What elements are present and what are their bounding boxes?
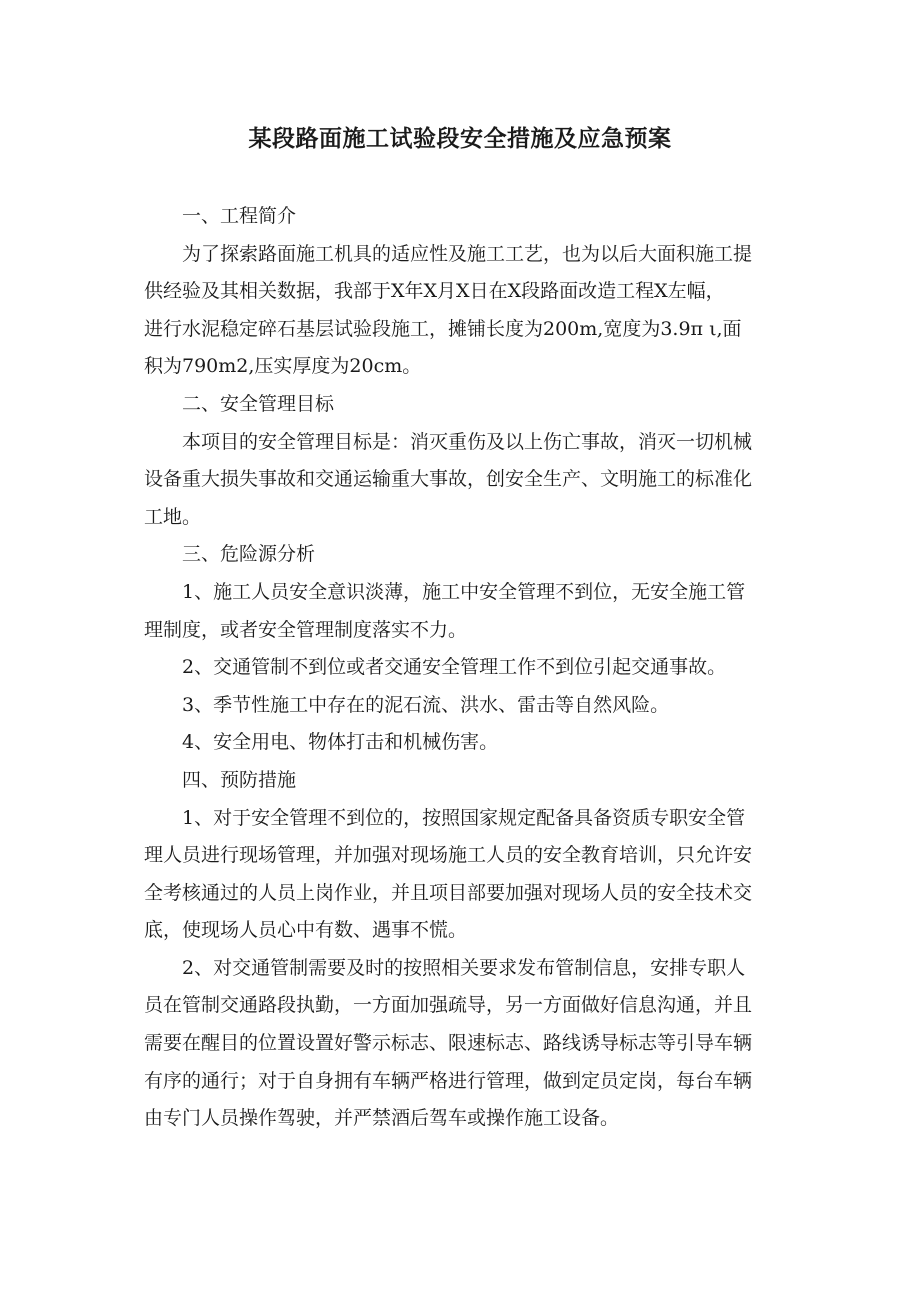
text-line: 1、施工人员安全意识淡薄，施工中安全管理不到位，无安全施工管 xyxy=(182,580,746,603)
text-line: 需要在醒目的位置设置好警示标志、限速标志、路线诱导标志等引导车辆 xyxy=(144,1032,753,1055)
text-line: 员在管制交通路段执勤，一方面加强疏导，另一方面做好信息沟通，并且 xyxy=(144,994,753,1017)
text-line: 本项目的安全管理目标是：消灭重伤及以上伤亡事故，消灭一切机械 xyxy=(182,430,753,453)
text-line: 设备重大损失事故和交通运输重大事故，创安全生产、文明施工的标准化 xyxy=(144,468,753,491)
text-line: 积为790m2,压实厚度为20cm。 xyxy=(144,355,422,378)
text-line: 3、季节性施工中存在的泥石流、洪水、雷击等自然风险。 xyxy=(182,693,670,716)
text-line: 理制度，或者安全管理制度落实不力。 xyxy=(144,618,468,641)
text-line: 有序的通行；对于自身拥有车辆严格进行管理，做到定员定岗，每台车辆 xyxy=(144,1069,753,1092)
text-line: 4、安全用电、物体打击和机械伤害。 xyxy=(182,731,499,754)
text-line: 理人员进行现场管理，并加强对现场施工人员的安全教育培训，只允许安 xyxy=(144,844,753,867)
text-line: 2、对交通管制需要及时的按照相关要求发布管制信息，安排专职人 xyxy=(182,956,746,979)
text-line: 为了探索路面施工机具的适应性及施工工艺，也为以后大面积施工提 xyxy=(182,242,753,265)
text-line: 一、工程简介 xyxy=(182,205,297,227)
text-line: 全考核通过的人员上岗作业，并且项目部要加强对现场人员的安全技术交 xyxy=(144,881,753,904)
text-line: 底，使现场人员心中有数、遇事不慌。 xyxy=(144,919,468,942)
text-line: 由专门人员操作驾驶，并严禁酒后驾车或操作施工设备。 xyxy=(144,1107,620,1130)
text-line: 四、预防措施 xyxy=(182,768,297,791)
text-line: 2、交通管制不到位或者交通安全管理工作不到位引起交通事故。 xyxy=(182,656,727,679)
text-line: 二、安全管理目标 xyxy=(182,392,335,415)
text-line: 1、对于安全管理不到位的，按照国家规定配备具备资质专职安全管 xyxy=(182,806,746,829)
text-line: 三、危险源分析 xyxy=(182,543,316,566)
text-line: 工地。 xyxy=(144,505,202,528)
document-body xyxy=(144,198,800,1138)
text-line: 供经验及其相关数据，我部于X年X月X日在X段路面改造工程X左幅， xyxy=(144,280,725,303)
document-title: 某段路面施工试验段安全措施及应急预案 xyxy=(248,126,672,152)
text-line: 进行水泥稳定碎石基层试验段施工，摊铺长度为200m,宽度为3.9π ι,面 xyxy=(144,317,742,340)
